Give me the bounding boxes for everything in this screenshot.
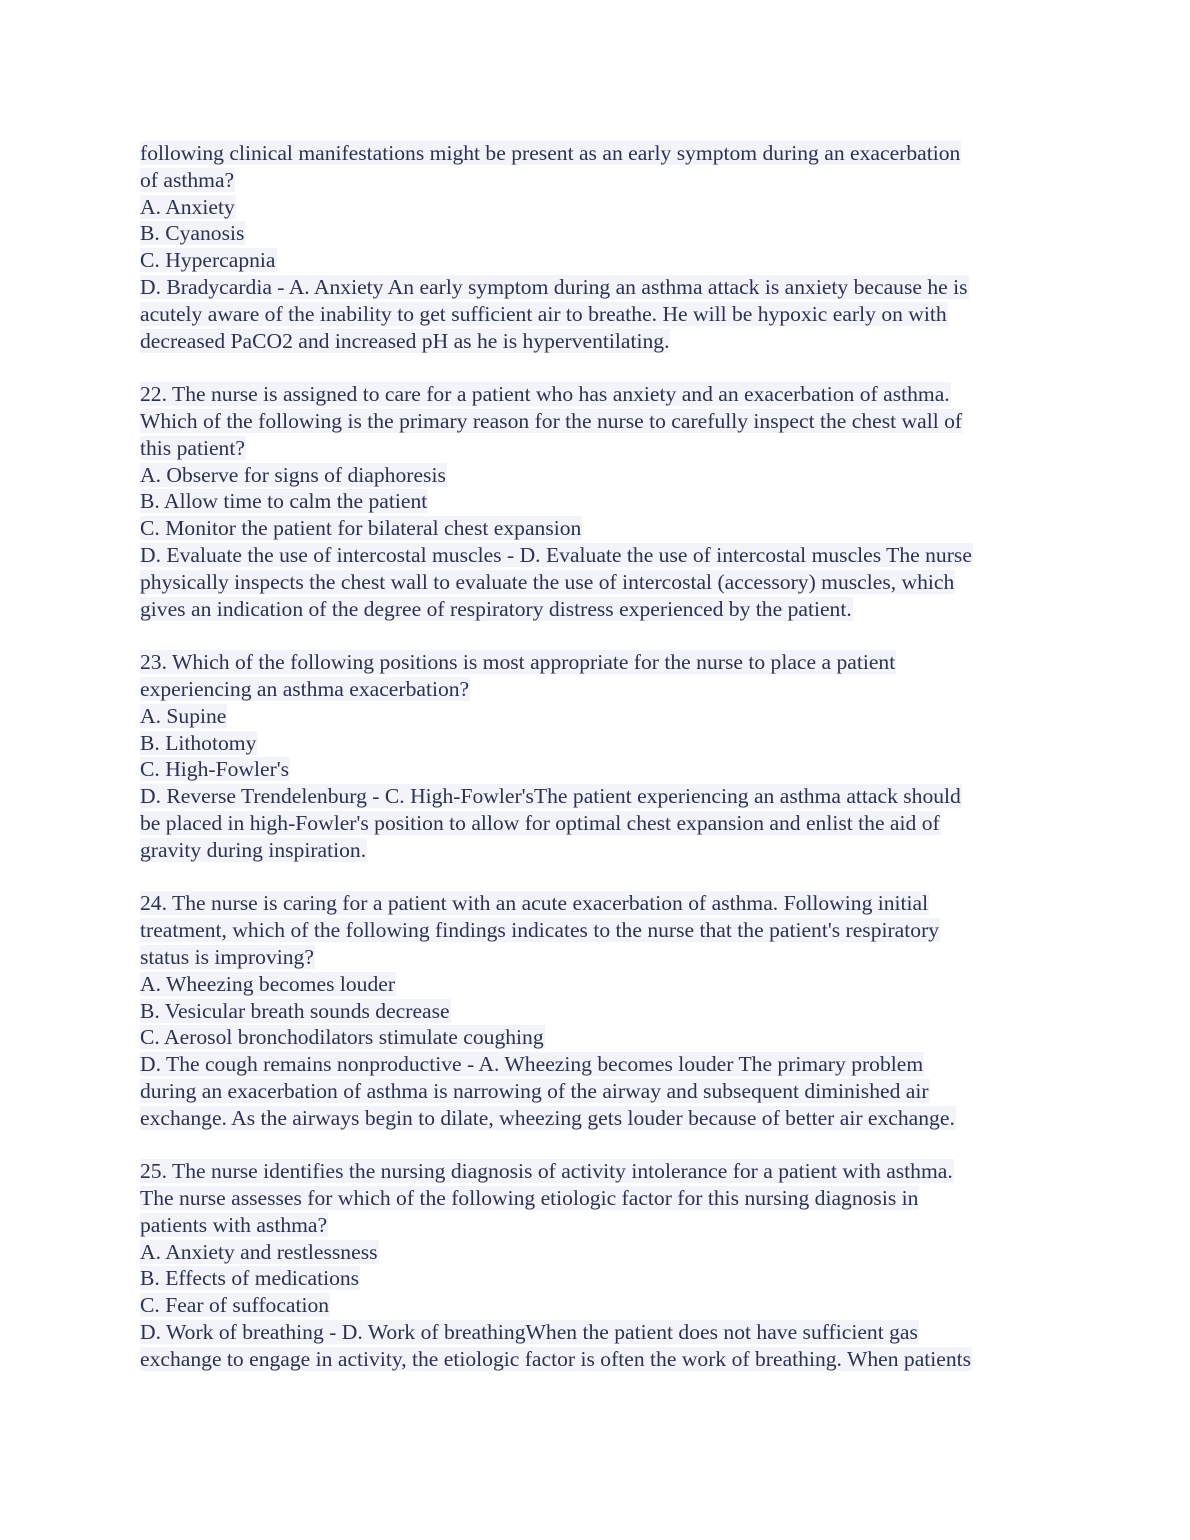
text-line: during an exacerbation of asthma is narrowing of the airway and subsequent diminished air xyxy=(140,1078,929,1103)
text-line: gives an indication of the degree of respiratory distress experienced by the patient. xyxy=(140,596,852,621)
question-block-21 xyxy=(140,140,1050,354)
document-page xyxy=(140,140,1050,1373)
answer-line: D. Bradycardia - A. Anxiety An early symptom during an asthma attack is anxiety because he is xyxy=(140,274,968,299)
text-line: of asthma? xyxy=(140,167,235,192)
text-line: patients with asthma? xyxy=(140,1212,328,1237)
paragraph-gap xyxy=(140,864,1050,891)
option-line: A. Anxiety and restlessness xyxy=(140,1239,378,1264)
answer-line: D. Work of breathing - D. Work of breathingWhen the patient does not have sufficient gas xyxy=(140,1320,918,1345)
question-line: 22. The nurse is assigned to care for a patient who has anxiety and an exacerbation of asthma. xyxy=(140,382,950,407)
option-line: C. Aerosol bronchodilators stimulate coughing xyxy=(140,1025,544,1050)
option-line: A. Anxiety xyxy=(140,194,235,219)
question-line: 25. The nurse identifies the nursing diagnosis of activity intolerance for a patient with asthma. xyxy=(140,1159,953,1184)
option-line: A. Supine xyxy=(140,703,227,728)
text-line: be placed in high-Fowler's position to allow for optimal chest expansion and enlist the aid of xyxy=(140,810,940,835)
text-line: acutely aware of the inability to get sufficient air to breathe. He will be hypoxic early on with xyxy=(140,301,947,326)
text-line: following clinical manifestations might be present as an early symptom during an exacerbation xyxy=(140,141,961,165)
option-line: A. Wheezing becomes louder xyxy=(140,971,396,996)
option-line: A. Observe for signs of diaphoresis xyxy=(140,462,446,487)
text-line: Which of the following is the primary reason for the nurse to carefully inspect the chest wall of xyxy=(140,408,963,433)
question-block-22 xyxy=(140,381,1050,622)
paragraph-gap xyxy=(140,1131,1050,1158)
text-line: experiencing an asthma exacerbation? xyxy=(140,676,470,701)
answer-line: D. Reverse Trendelenburg - C. High-Fowler'sThe patient experiencing an asthma attack should xyxy=(140,784,961,809)
answer-line: D. The cough remains nonproductive - A. Wheezing becomes louder The primary problem xyxy=(140,1052,924,1077)
paragraph-gap xyxy=(140,622,1050,649)
text-line: physically inspects the chest wall to evaluate the use of intercostal (accessory) muscles, which xyxy=(140,569,955,594)
text-line: this patient? xyxy=(140,435,245,460)
text-line: treatment, which of the following findings indicates to the nurse that the patient's respiratory xyxy=(140,918,940,943)
question-line: 24. The nurse is caring for a patient with an acute exacerbation of asthma. Following initial xyxy=(140,891,929,916)
option-line: B. Effects of medications xyxy=(140,1266,360,1291)
question-line: 23. Which of the following positions is most appropriate for the nurse to place a patient xyxy=(140,650,896,675)
question-block-23 xyxy=(140,649,1050,863)
text-line: status is improving? xyxy=(140,944,314,969)
option-line: C. Fear of suffocation xyxy=(140,1293,330,1318)
text-line: gravity during inspiration. xyxy=(140,837,367,862)
question-block-24 xyxy=(140,890,1050,1131)
option-line: C. Hypercapnia xyxy=(140,248,276,273)
option-line: B. Allow time to calm the patient xyxy=(140,489,428,514)
option-line: B. Cyanosis xyxy=(140,221,245,246)
option-line: B. Vesicular breath sounds decrease xyxy=(140,998,450,1023)
text-line: The nurse assesses for which of the following etiologic factor for this nursing diagnosis in xyxy=(140,1186,919,1211)
text-line: decreased PaCO2 and increased pH as he is hyperventilating. xyxy=(140,328,670,353)
option-line: C. Monitor the patient for bilateral chest expansion xyxy=(140,516,582,541)
question-block-25 xyxy=(140,1158,1050,1372)
answer-line: D. Evaluate the use of intercostal muscles - D. Evaluate the use of intercostal muscles The nurse xyxy=(140,542,972,567)
text-line: exchange to engage in activity, the etiologic factor is often the work of breathing. When patients xyxy=(140,1346,972,1371)
text-line: exchange. As the airways begin to dilate, wheezing gets louder because of better air exchange. xyxy=(140,1105,955,1130)
paragraph-gap xyxy=(140,354,1050,381)
option-line: C. High-Fowler's xyxy=(140,757,290,782)
option-line: B. Lithotomy xyxy=(140,730,257,755)
